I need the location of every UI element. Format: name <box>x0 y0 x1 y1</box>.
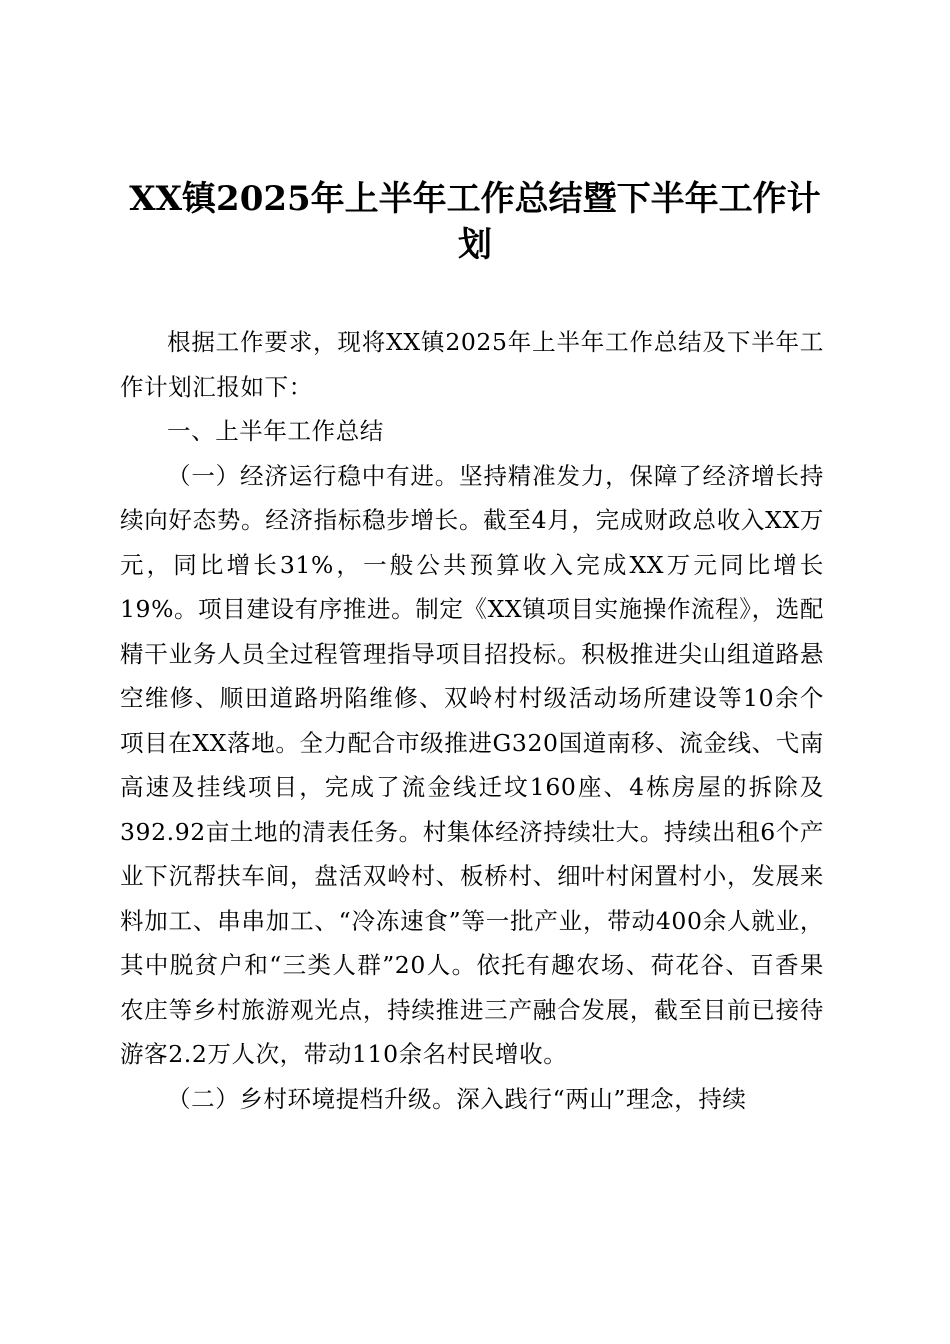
document-body <box>120 320 824 1121</box>
intro-paragraph: 根据工作要求，现将XX镇2025年上半年工作总结及下半年工作计划汇报如下： <box>120 328 824 401</box>
section-heading-summary: 一、上半年工作总结 <box>167 417 384 445</box>
paragraph-environment-text: 深入践行“两山”理念，持续 <box>456 1084 747 1113</box>
subheading-economy: （一）经济运行稳中有进。 <box>167 461 460 490</box>
document-title <box>110 176 840 268</box>
subheading-environment: （二）乡村环境提档升级。 <box>167 1084 457 1113</box>
paragraph-environment <box>120 1077 824 1122</box>
paragraph-economy-text: 坚持精准发力，保障了经济增长持续向好态势。经济指标稳步增长。截至4月，完成财政总收入XX万元，同比增长31%，一般公共预算收入完成XX万元同比增长19%。项目建设有序推进。制定《XX镇项目实施操作流程》，选配精干业务人员全过程管理指导项目招投标。积极推进尖山组道路悬空维修、顺田道路坍陷维修、双岭村村级活动场所建设等10余个项目在XX落地。全力配合市级推进G320国道南移、流金线、弋南高速及挂线项目，完成了流金线迁坟160座、4栋房屋的拆除及392.92亩土地的清表任务。村集体经济持续壮大。持续出租6个产业下沉帮扶车间，盘活双岭村、板桥村、细叶村闲置村小，发展来料加工、串串加工、“冷冻速食”等一批产业，带动400余人就业，其中脱贫户和“三类人群”20人。依托有趣农场、荷花谷、百香果农庄等乡村旅游观光点，持续推进三产融合发展，截至目前已接待游客2.2万人次，带动110余名村民增收。 <box>120 461 824 1068</box>
paragraph-economy <box>120 454 824 1077</box>
title-line-1: XX镇2025年上半年工作总结暨下半年工作计 <box>129 179 821 219</box>
title-line-2: 划 <box>458 225 492 265</box>
